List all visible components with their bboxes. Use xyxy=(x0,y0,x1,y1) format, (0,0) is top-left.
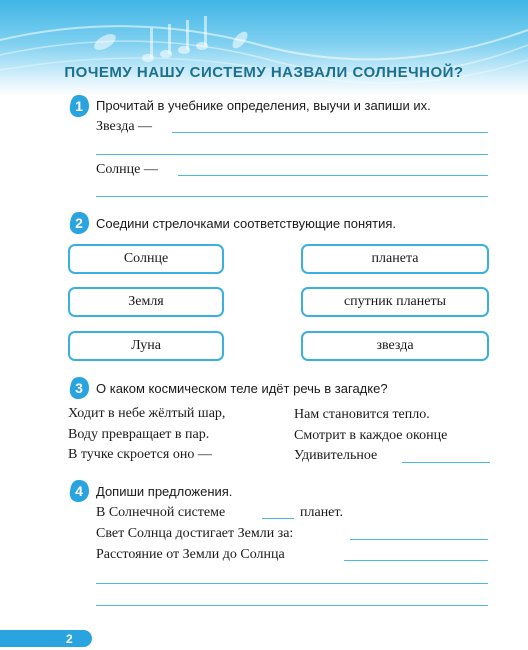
answer-line[interactable] xyxy=(262,518,294,519)
term-label: Звезда — xyxy=(96,119,153,134)
riddle-line: В тучке скроется оно — xyxy=(68,447,212,462)
task-instruction: Соедини стрелочками соответствующие понятия. xyxy=(96,216,397,231)
task-instruction: Прочитай в учебнике определения, выучи и запиши их. xyxy=(96,98,431,113)
page-number-text: 2 xyxy=(66,631,73,646)
task-instruction: Допиши предложения. xyxy=(96,484,233,499)
answer-line[interactable] xyxy=(96,196,488,197)
task-number-badge: 2 xyxy=(68,211,90,235)
concept-box-left[interactable]: Луна xyxy=(68,331,224,361)
sentence-text: планет. xyxy=(300,505,343,520)
task-instruction: О каком космическом теле идёт речь в загадке? xyxy=(96,381,388,396)
sentence-text: В Солнечной системе xyxy=(96,505,226,520)
riddle-line: Смотрит в каждое оконце xyxy=(294,428,448,443)
answer-line[interactable] xyxy=(350,539,488,540)
answer-line[interactable] xyxy=(96,583,488,584)
concept-box-right[interactable]: планета xyxy=(301,244,489,274)
wave-decoration-icon xyxy=(0,0,528,96)
answer-line[interactable] xyxy=(96,605,488,606)
answer-line[interactable] xyxy=(172,132,488,133)
answer-line[interactable] xyxy=(178,175,488,176)
task-number-badge: 3 xyxy=(68,376,90,400)
concept-box-right[interactable]: спутник планеты xyxy=(301,287,489,317)
riddle-line: Ходит в небе жёлтый шар, xyxy=(68,406,226,421)
term-label: Солнце — xyxy=(96,162,158,177)
answer-line[interactable] xyxy=(344,560,488,561)
riddle-line: Воду превращает в пар. xyxy=(68,427,210,442)
concept-box-right[interactable]: звезда xyxy=(301,331,489,361)
concept-box-left[interactable]: Солнце xyxy=(68,244,224,274)
page-number xyxy=(0,630,92,647)
task-number-badge: 1 xyxy=(68,94,90,118)
answer-line[interactable] xyxy=(96,154,488,155)
riddle-line: Удивительное xyxy=(294,448,378,463)
page-title: ПОЧЕМУ НАШУ СИСТЕМУ НАЗВАЛИ СОЛНЕЧНОЙ? xyxy=(64,64,464,81)
header-decoration xyxy=(0,0,528,96)
sentence-text: Расстояние от Земли до Солнца xyxy=(96,547,285,562)
task-number-badge: 4 xyxy=(68,479,90,503)
answer-line[interactable] xyxy=(402,462,490,463)
concept-box-left[interactable]: Земля xyxy=(68,287,224,317)
sentence-text: Свет Солнца достигает Земли за: xyxy=(96,526,294,541)
riddle-line: Нам становится тепло. xyxy=(294,407,430,422)
